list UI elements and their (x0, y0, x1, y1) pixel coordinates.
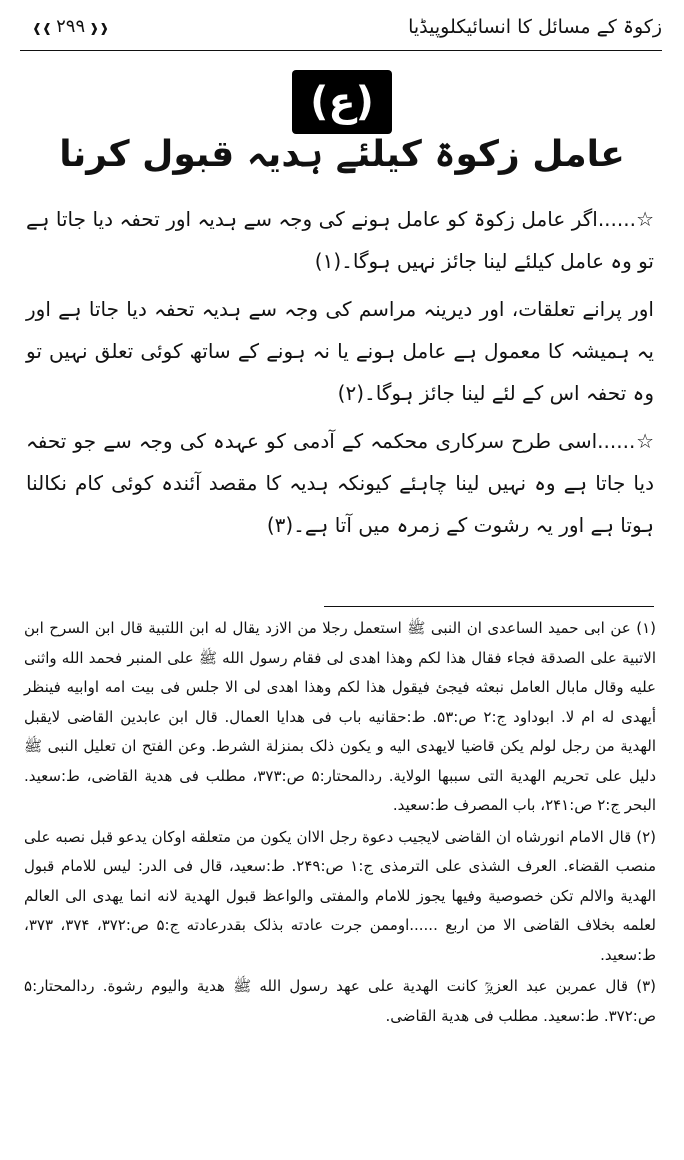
paragraph: اور پرانے تعلقات، اور دیرینہ مراسم کی وجہ سے ہدیہ تحفہ دیا جاتا ہے اور یہ ہمیشہ کا معمول ہے عامل ہونے یا نہ ہونے کے ساتھ کوئی تعلق نہیں تو وہ تحفہ اس کے لئے لینا جائز ہوگا۔(۲) (26, 297, 654, 405)
footnote-divider (324, 606, 654, 607)
chapter-title: عامل زکوۃ کیلئے ہدیہ قبول کرنا (59, 134, 625, 175)
ornament-left-icon: ❰❰ (32, 21, 53, 35)
paragraph: ☆......اسی طرح سرکاری محکمہ کے آدمی کو عہدہ کی وجہ سے جو تحفہ دیا جاتا ہے وہ نہیں لینا چاہئے کیونکہ ہدیہ کا مقصد آئندہ کوئی کام نکالنا ہوتا ہے اور یہ رشوت کے زمرہ میں آتا ہے۔(۳) (26, 429, 654, 537)
footnote: (۳) قال عمربن عبد العزیزؒ کانت الهدیة علی عهد رسول الله ﷺ هدیة والیوم رشوة. ردالمحتار:۵ ص:۳۷۲. ط:سعید. مطلب فی هدیة القاضی. (24, 977, 656, 1025)
main-text (26, 198, 654, 552)
chapter-badge: (ع) (292, 70, 392, 134)
ornament-right-icon: ❱❱ (89, 21, 110, 35)
book-title: زکوۃ کے مسائل کا انسائیکلوپیڈیا (408, 16, 662, 38)
footnote: (۲) قال الامام انورشاه ان القاضی لایجیب دعوة رجل الاان یکون من متعلقه اوکان یدعو قبل نصبه علی منصب القضاء. العرف الشذی علی الترمذی ج:۱ ص:۲۴۹. ط:سعید، قال فی الدر: لیس للامام قبول الهدیة والالم تکن خصوصیة وفیها یجوز للامام والمفتی والواعظ قبول الهدیة لانه انما یهدی الی العالم لعلمه بخلاف القاضی الا من اربع ......اوممن جرت عادته بذلک بقدرعادته ج:۵ ص:۳۷۲، ۳۷۴، ۳۷۳، ط:سعید. (24, 827, 656, 964)
page-number: ۲۹۹ (56, 16, 86, 37)
header-divider (20, 50, 662, 51)
page-number-group (28, 16, 113, 37)
running-header (20, 14, 662, 48)
paragraph: ☆......اگر عامل زکوۃ کو عامل ہونے کی وجہ سے ہدیہ اور تحفہ دیا جاتا ہے تو وہ عامل کیلئے لینا جائز نہیں ہوگا۔(۱) (26, 207, 654, 273)
footnotes (24, 614, 656, 1033)
footnote: (۱) عن ابی حمید الساعدی ان النبی ﷺ استعمل رجلا من الازد یقال له ابن اللتبیة قال ابن السرح ابن الاتبیة علی الصدقة فجاء فقال هذا لکم وهذا اهدی لی فقام رسول الله ﷺ علی المنبر فحمد الله واثنی علیه وقال مابال العامل نبعثه فیجئ فیقول هذا لکم وهذا اهدی لی الا جلس فی بیت امه اوابیه فینظر أیهدی له ام لا. ابوداود ج:۲ ص:۵۳. ط:حقانیه باب فی هدایا العمال. قال ابن عابدین القاضی لایقبل الهدیة من رجل لولم یکن قاضیا لایهدی الیه و یکون ذلک بمنزلة الشرط. وعن الفتح ان تعلیل النبی ﷺ دلیل علی تحریم الهدیة التی سببها الولایة. ردالمحتار:۵ ص:۳۷۳، مطلب فی هدیة القاضی، ط:سعید. البحر ج:۲ ص:۲۴۱، باب المصرف ط:سعید. (24, 619, 657, 814)
